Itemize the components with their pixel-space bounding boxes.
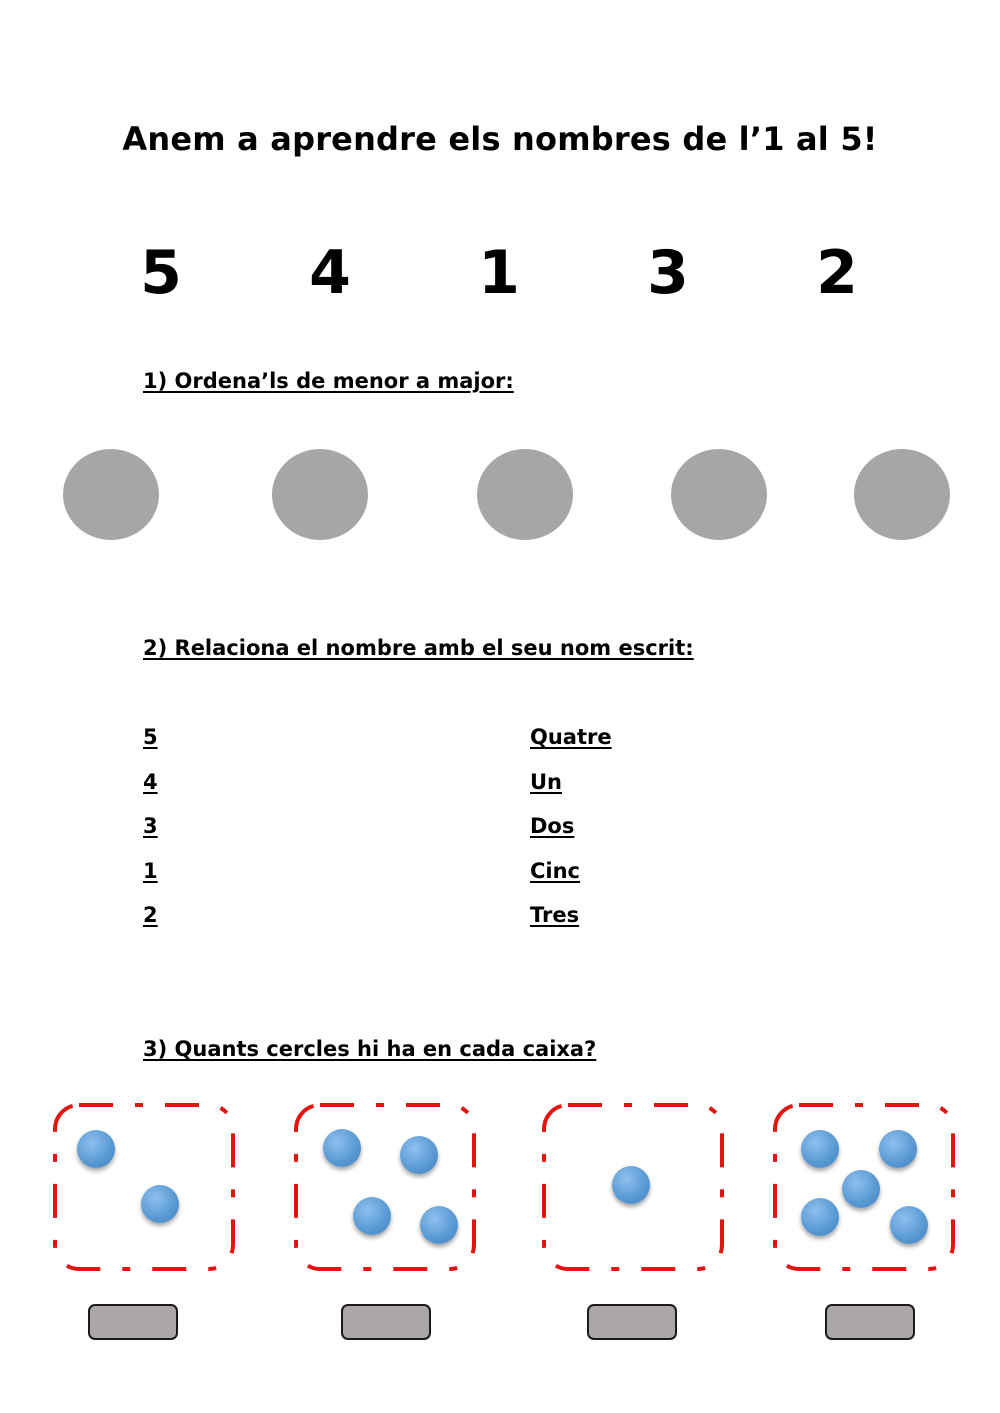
answer-slot-circle[interactable] bbox=[477, 449, 573, 540]
dashed-box-frame bbox=[53, 1103, 235, 1271]
blue-circle bbox=[420, 1206, 458, 1244]
number-card[interactable]: 2 bbox=[816, 238, 858, 308]
answer-slot-circle[interactable] bbox=[854, 449, 950, 540]
match-word[interactable]: Dos bbox=[530, 814, 575, 838]
counting-box bbox=[294, 1103, 476, 1271]
blue-circle bbox=[842, 1170, 880, 1208]
blue-circle bbox=[353, 1197, 391, 1235]
match-number[interactable]: 5 bbox=[143, 725, 158, 749]
count-answer-box[interactable] bbox=[88, 1304, 178, 1340]
blue-circle bbox=[890, 1206, 928, 1244]
match-word[interactable]: Un bbox=[530, 770, 563, 794]
counting-box bbox=[773, 1103, 955, 1271]
number-card[interactable]: 1 bbox=[478, 238, 520, 308]
blue-circle bbox=[141, 1185, 179, 1223]
count-answer-box[interactable] bbox=[341, 1304, 431, 1340]
exercise-3-heading: 3) Quants cercles hi ha en cada caixa? bbox=[143, 1037, 597, 1061]
counting-box bbox=[542, 1103, 724, 1271]
blue-circle bbox=[77, 1130, 115, 1168]
exercise-2-heading: 2) Relaciona el nombre amb el seu nom escrit: bbox=[143, 636, 694, 660]
blue-circle bbox=[400, 1136, 438, 1174]
blue-circle bbox=[801, 1130, 839, 1168]
match-number[interactable]: 1 bbox=[143, 859, 158, 883]
count-answer-box[interactable] bbox=[587, 1304, 677, 1340]
answer-slot-circle[interactable] bbox=[272, 449, 368, 540]
dashed-box-frame bbox=[294, 1103, 476, 1271]
match-word[interactable]: Quatre bbox=[530, 725, 612, 749]
blue-circle bbox=[612, 1166, 650, 1204]
page-title: Anem a aprendre els nombres de l’1 al 5! bbox=[122, 120, 878, 158]
blue-circle bbox=[323, 1129, 361, 1167]
match-word[interactable]: Tres bbox=[530, 903, 580, 927]
count-answer-box[interactable] bbox=[825, 1304, 915, 1340]
match-word[interactable]: Cinc bbox=[530, 859, 581, 883]
blue-circle bbox=[801, 1198, 839, 1236]
number-card[interactable]: 3 bbox=[647, 238, 689, 308]
number-card[interactable]: 5 bbox=[140, 238, 182, 308]
match-number[interactable]: 4 bbox=[143, 770, 158, 794]
answer-slot-circle[interactable] bbox=[671, 449, 767, 540]
match-number[interactable]: 2 bbox=[143, 903, 158, 927]
exercise-1-heading: 1) Ordena’ls de menor a major: bbox=[143, 369, 514, 393]
answer-slot-circle[interactable] bbox=[63, 449, 159, 540]
counting-box bbox=[53, 1103, 235, 1271]
number-card[interactable]: 4 bbox=[309, 238, 351, 308]
match-number[interactable]: 3 bbox=[143, 814, 158, 838]
blue-circle bbox=[879, 1130, 917, 1168]
